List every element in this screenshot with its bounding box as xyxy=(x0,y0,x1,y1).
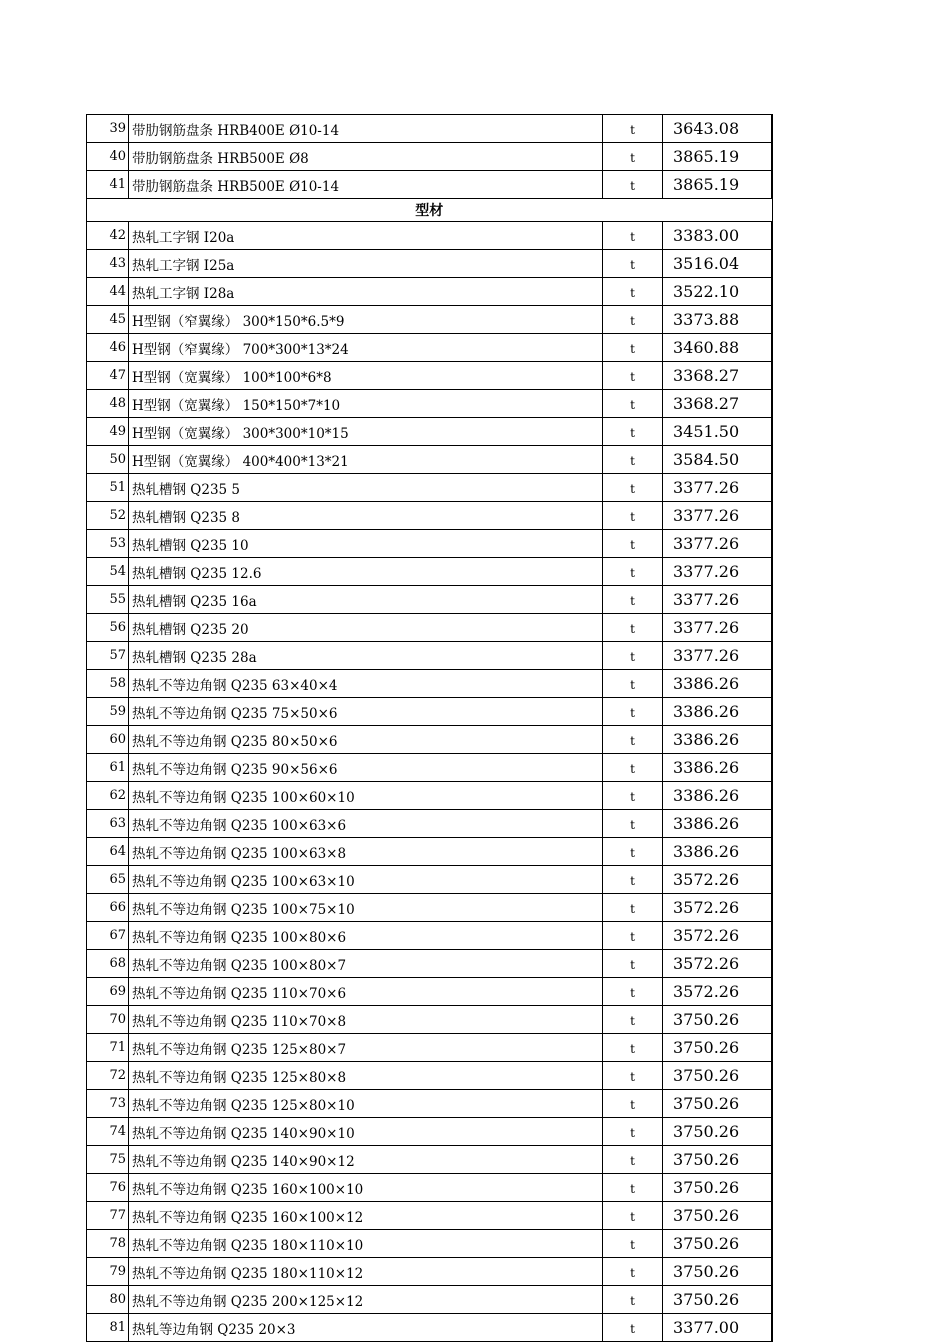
row-number: 50 xyxy=(87,446,129,474)
item-name: 热轧不等边角钢 Q235 100×60×10 xyxy=(129,782,603,810)
price-cell: 3377.26 xyxy=(663,586,773,614)
price-cell: 3572.26 xyxy=(663,922,773,950)
table-row xyxy=(87,1090,773,1118)
item-name: 热轧不等边角钢 Q235 200×125×12 xyxy=(129,1286,603,1314)
price-cell: 3572.26 xyxy=(663,866,773,894)
row-number: 39 xyxy=(87,115,129,143)
row-number: 79 xyxy=(87,1258,129,1286)
table-row xyxy=(87,838,773,866)
row-number: 77 xyxy=(87,1202,129,1230)
item-name: 带肋钢筋盘条 HRB500E Ø10-14 xyxy=(129,171,603,199)
item-name: 热轧不等边角钢 Q235 110×70×6 xyxy=(129,978,603,1006)
unit-cell: t xyxy=(603,698,663,726)
row-number: 73 xyxy=(87,1090,129,1118)
row-number: 80 xyxy=(87,1286,129,1314)
table-row xyxy=(87,754,773,782)
unit-cell: t xyxy=(603,586,663,614)
price-cell: 3572.26 xyxy=(663,950,773,978)
unit-cell: t xyxy=(603,1006,663,1034)
table-row xyxy=(87,502,773,530)
price-cell: 3368.27 xyxy=(663,362,773,390)
table-row xyxy=(87,171,773,199)
price-cell: 3386.26 xyxy=(663,670,773,698)
price-cell: 3377.26 xyxy=(663,642,773,670)
unit-cell: t xyxy=(603,1258,663,1286)
unit-cell: t xyxy=(603,1146,663,1174)
item-name: 带肋钢筋盘条 HRB500E Ø8 xyxy=(129,143,603,171)
row-number: 62 xyxy=(87,782,129,810)
price-cell: 3377.26 xyxy=(663,530,773,558)
table-row xyxy=(87,1118,773,1146)
table-row xyxy=(87,530,773,558)
item-name: 热轧不等边角钢 Q235 125×80×7 xyxy=(129,1034,603,1062)
table-row xyxy=(87,586,773,614)
row-number: 55 xyxy=(87,586,129,614)
price-cell: 3750.26 xyxy=(663,1062,773,1090)
unit-cell: t xyxy=(603,922,663,950)
price-cell: 3584.50 xyxy=(663,446,773,474)
unit-cell: t xyxy=(603,558,663,586)
table-row xyxy=(87,698,773,726)
item-name: 热轧不等边角钢 Q235 140×90×12 xyxy=(129,1146,603,1174)
unit-cell: t xyxy=(603,530,663,558)
item-name: H型钢（宽翼缘） 100*100*6*8 xyxy=(129,362,603,390)
unit-cell: t xyxy=(603,1034,663,1062)
table-body-main xyxy=(87,222,773,1342)
row-number: 61 xyxy=(87,754,129,782)
unit-cell: t xyxy=(603,502,663,530)
price-cell: 3377.26 xyxy=(663,474,773,502)
unit-cell: t xyxy=(603,866,663,894)
unit-cell: t xyxy=(603,474,663,502)
unit-cell: t xyxy=(603,278,663,306)
row-number: 65 xyxy=(87,866,129,894)
row-number: 44 xyxy=(87,278,129,306)
unit-cell: t xyxy=(603,1174,663,1202)
item-name: H型钢（宽翼缘） 150*150*7*10 xyxy=(129,390,603,418)
item-name: 热轧不等边角钢 Q235 110×70×8 xyxy=(129,1006,603,1034)
row-number: 63 xyxy=(87,810,129,838)
row-number: 56 xyxy=(87,614,129,642)
row-number: 75 xyxy=(87,1146,129,1174)
row-number: 43 xyxy=(87,250,129,278)
unit-cell: t xyxy=(603,171,663,199)
item-name: 热轧不等边角钢 Q235 180×110×12 xyxy=(129,1258,603,1286)
price-cell: 3377.26 xyxy=(663,502,773,530)
item-name: 热轧槽钢 Q235 20 xyxy=(129,614,603,642)
price-cell: 3522.10 xyxy=(663,278,773,306)
row-number: 57 xyxy=(87,642,129,670)
table-row xyxy=(87,782,773,810)
item-name: 带肋钢筋盘条 HRB400E Ø10-14 xyxy=(129,115,603,143)
item-name: 热轧不等边角钢 Q235 80×50×6 xyxy=(129,726,603,754)
item-name: 热轧工字钢 I28a xyxy=(129,278,603,306)
table-row xyxy=(87,250,773,278)
table-row xyxy=(87,278,773,306)
item-name: 热轧不等边角钢 Q235 75×50×6 xyxy=(129,698,603,726)
table-row xyxy=(87,670,773,698)
item-name: 热轧不等边角钢 Q235 125×80×8 xyxy=(129,1062,603,1090)
price-cell: 3386.26 xyxy=(663,782,773,810)
item-name: 热轧槽钢 Q235 10 xyxy=(129,530,603,558)
section-title: 型材 xyxy=(87,199,773,222)
row-number: 70 xyxy=(87,1006,129,1034)
price-cell: 3377.26 xyxy=(663,614,773,642)
row-number: 54 xyxy=(87,558,129,586)
table-row xyxy=(87,950,773,978)
unit-cell: t xyxy=(603,222,663,250)
table-body-top xyxy=(87,115,773,199)
item-name: 热轧不等边角钢 Q235 90×56×6 xyxy=(129,754,603,782)
row-number: 81 xyxy=(87,1314,129,1342)
price-cell: 3460.88 xyxy=(663,334,773,362)
table-row xyxy=(87,143,773,171)
unit-cell: t xyxy=(603,1062,663,1090)
table-row xyxy=(87,334,773,362)
item-name: 热轧工字钢 I25a xyxy=(129,250,603,278)
row-number: 45 xyxy=(87,306,129,334)
price-table xyxy=(86,114,773,1342)
unit-cell: t xyxy=(603,250,663,278)
item-name: 热轧不等边角钢 Q235 160×100×10 xyxy=(129,1174,603,1202)
table-row xyxy=(87,222,773,250)
table-row xyxy=(87,1230,773,1258)
item-name: 热轧不等边角钢 Q235 100×63×6 xyxy=(129,810,603,838)
item-name: 热轧槽钢 Q235 16a xyxy=(129,586,603,614)
table-row xyxy=(87,866,773,894)
row-number: 67 xyxy=(87,922,129,950)
table-row xyxy=(87,1314,773,1342)
item-name: H型钢（窄翼缘） 300*150*6.5*9 xyxy=(129,306,603,334)
item-name: 热轧不等边角钢 Q235 160×100×12 xyxy=(129,1202,603,1230)
price-cell: 3750.26 xyxy=(663,1090,773,1118)
item-name: 热轧不等边角钢 Q235 100×63×10 xyxy=(129,866,603,894)
unit-cell: t xyxy=(603,390,663,418)
table-row xyxy=(87,474,773,502)
item-name: 热轧不等边角钢 Q235 180×110×10 xyxy=(129,1230,603,1258)
row-number: 58 xyxy=(87,670,129,698)
price-cell: 3643.08 xyxy=(663,115,773,143)
unit-cell: t xyxy=(603,670,663,698)
unit-cell: t xyxy=(603,1090,663,1118)
row-number: 51 xyxy=(87,474,129,502)
price-cell: 3386.26 xyxy=(663,726,773,754)
row-number: 69 xyxy=(87,978,129,1006)
price-cell: 3377.26 xyxy=(663,558,773,586)
unit-cell: t xyxy=(603,726,663,754)
price-cell: 3750.26 xyxy=(663,1230,773,1258)
row-number: 78 xyxy=(87,1230,129,1258)
item-name: 热轧等边角钢 Q235 20×3 xyxy=(129,1314,603,1342)
price-sheet xyxy=(86,114,763,1342)
price-cell: 3750.26 xyxy=(663,1146,773,1174)
table-row xyxy=(87,810,773,838)
table-row xyxy=(87,1174,773,1202)
price-cell: 3572.26 xyxy=(663,978,773,1006)
unit-cell: t xyxy=(603,143,663,171)
item-name: 热轧槽钢 Q235 8 xyxy=(129,502,603,530)
item-name: 热轧不等边角钢 Q235 125×80×10 xyxy=(129,1090,603,1118)
unit-cell: t xyxy=(603,642,663,670)
price-cell: 3572.26 xyxy=(663,894,773,922)
item-name: 热轧不等边角钢 Q235 100×80×7 xyxy=(129,950,603,978)
row-number: 52 xyxy=(87,502,129,530)
table-row xyxy=(87,558,773,586)
table-row xyxy=(87,418,773,446)
unit-cell: t xyxy=(603,1230,663,1258)
row-number: 59 xyxy=(87,698,129,726)
table-row xyxy=(87,362,773,390)
table-row xyxy=(87,1146,773,1174)
price-cell: 3386.26 xyxy=(663,698,773,726)
table-row xyxy=(87,726,773,754)
row-number: 60 xyxy=(87,726,129,754)
unit-cell: t xyxy=(603,115,663,143)
table-row xyxy=(87,1202,773,1230)
price-cell: 3750.26 xyxy=(663,1174,773,1202)
table-row xyxy=(87,115,773,143)
unit-cell: t xyxy=(603,334,663,362)
table-row xyxy=(87,1034,773,1062)
unit-cell: t xyxy=(603,306,663,334)
price-cell: 3386.26 xyxy=(663,810,773,838)
row-number: 49 xyxy=(87,418,129,446)
row-number: 47 xyxy=(87,362,129,390)
unit-cell: t xyxy=(603,782,663,810)
item-name: 热轧不等边角钢 Q235 100×75×10 xyxy=(129,894,603,922)
table-row xyxy=(87,306,773,334)
item-name: 热轧不等边角钢 Q235 140×90×10 xyxy=(129,1118,603,1146)
table-row xyxy=(87,1062,773,1090)
table-row xyxy=(87,922,773,950)
row-number: 46 xyxy=(87,334,129,362)
table-row xyxy=(87,894,773,922)
unit-cell: t xyxy=(603,1118,663,1146)
unit-cell: t xyxy=(603,614,663,642)
row-number: 64 xyxy=(87,838,129,866)
section-header-body xyxy=(87,199,773,222)
item-name: H型钢（宽翼缘） 400*400*13*21 xyxy=(129,446,603,474)
section-header-row xyxy=(87,199,773,222)
row-number: 41 xyxy=(87,171,129,199)
unit-cell: t xyxy=(603,838,663,866)
unit-cell: t xyxy=(603,754,663,782)
row-number: 76 xyxy=(87,1174,129,1202)
unit-cell: t xyxy=(603,810,663,838)
unit-cell: t xyxy=(603,1286,663,1314)
item-name: 热轧工字钢 I20a xyxy=(129,222,603,250)
table-row xyxy=(87,614,773,642)
table-row xyxy=(87,446,773,474)
price-cell: 3516.04 xyxy=(663,250,773,278)
price-cell: 3383.00 xyxy=(663,222,773,250)
table-row xyxy=(87,1286,773,1314)
row-number: 72 xyxy=(87,1062,129,1090)
price-cell: 3386.26 xyxy=(663,838,773,866)
row-number: 71 xyxy=(87,1034,129,1062)
row-number: 74 xyxy=(87,1118,129,1146)
unit-cell: t xyxy=(603,950,663,978)
item-name: 热轧槽钢 Q235 12.6 xyxy=(129,558,603,586)
row-number: 68 xyxy=(87,950,129,978)
table-row xyxy=(87,978,773,1006)
price-cell: 3750.26 xyxy=(663,1034,773,1062)
price-cell: 3386.26 xyxy=(663,754,773,782)
price-cell: 3865.19 xyxy=(663,171,773,199)
item-name: H型钢（宽翼缘） 300*300*10*15 xyxy=(129,418,603,446)
row-number: 42 xyxy=(87,222,129,250)
table-row xyxy=(87,1006,773,1034)
unit-cell: t xyxy=(603,418,663,446)
unit-cell: t xyxy=(603,1314,663,1342)
table-row xyxy=(87,642,773,670)
price-cell: 3750.26 xyxy=(663,1006,773,1034)
row-number: 53 xyxy=(87,530,129,558)
item-name: 热轧不等边角钢 Q235 63×40×4 xyxy=(129,670,603,698)
row-number: 48 xyxy=(87,390,129,418)
price-cell: 3377.00 xyxy=(663,1314,773,1342)
table-row xyxy=(87,1258,773,1286)
unit-cell: t xyxy=(603,1202,663,1230)
unit-cell: t xyxy=(603,894,663,922)
price-cell: 3865.19 xyxy=(663,143,773,171)
price-cell: 3368.27 xyxy=(663,390,773,418)
item-name: H型钢（窄翼缘） 700*300*13*24 xyxy=(129,334,603,362)
row-number: 66 xyxy=(87,894,129,922)
table-row xyxy=(87,390,773,418)
unit-cell: t xyxy=(603,446,663,474)
price-cell: 3750.26 xyxy=(663,1286,773,1314)
item-name: 热轧槽钢 Q235 28a xyxy=(129,642,603,670)
price-cell: 3750.26 xyxy=(663,1202,773,1230)
price-cell: 3750.26 xyxy=(663,1118,773,1146)
row-number: 40 xyxy=(87,143,129,171)
price-cell: 3373.88 xyxy=(663,306,773,334)
unit-cell: t xyxy=(603,362,663,390)
item-name: 热轧不等边角钢 Q235 100×80×6 xyxy=(129,922,603,950)
item-name: 热轧不等边角钢 Q235 100×63×8 xyxy=(129,838,603,866)
unit-cell: t xyxy=(603,978,663,1006)
price-cell: 3451.50 xyxy=(663,418,773,446)
item-name: 热轧槽钢 Q235 5 xyxy=(129,474,603,502)
price-cell: 3750.26 xyxy=(663,1258,773,1286)
